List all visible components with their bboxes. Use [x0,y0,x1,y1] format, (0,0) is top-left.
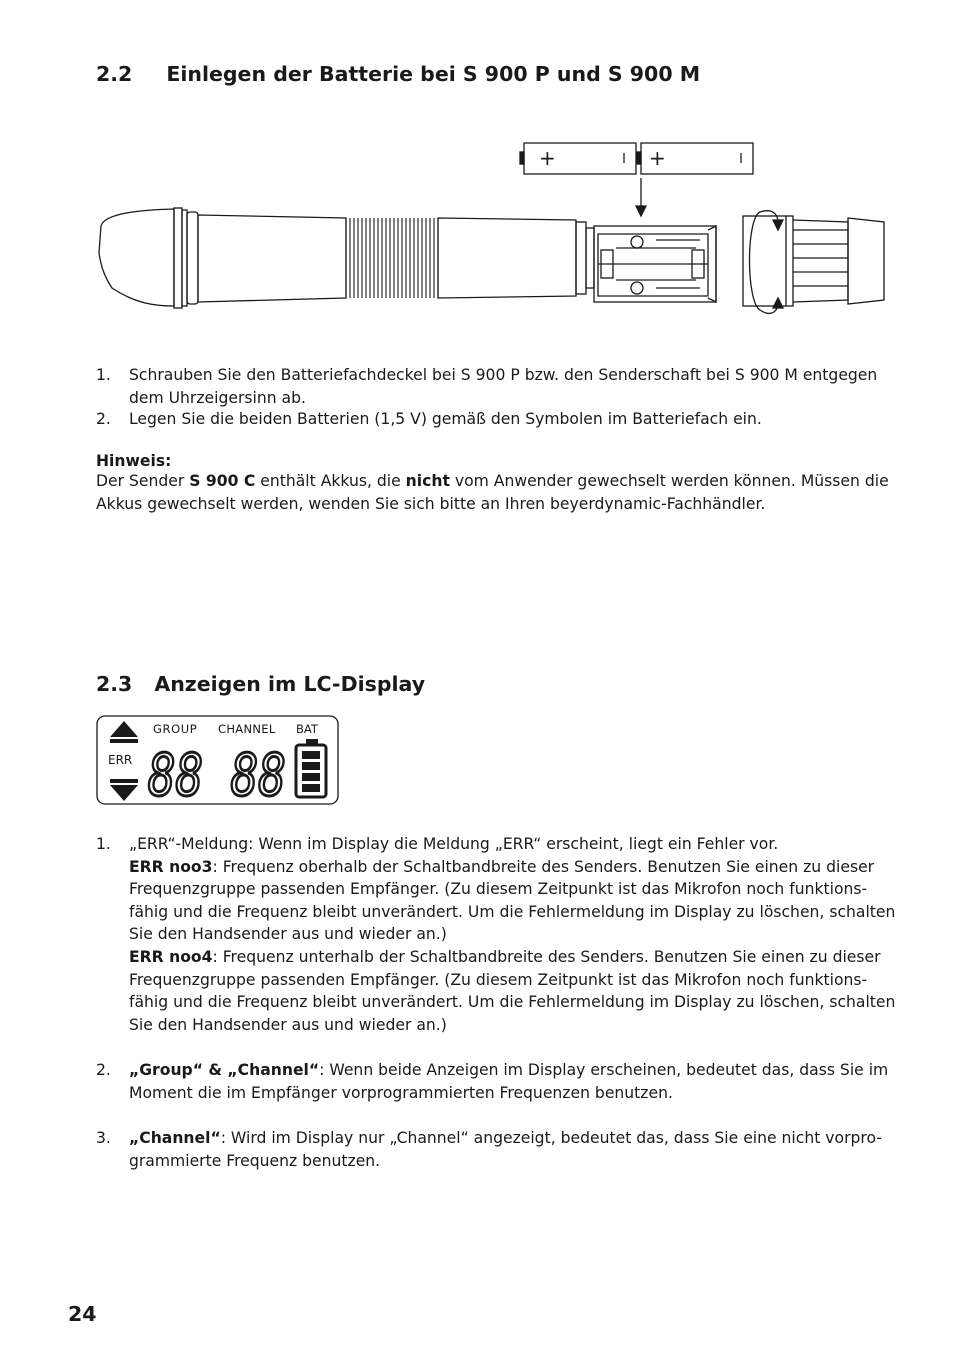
battery-right-plus: + [649,146,666,170]
list-item [96,1059,896,1104]
section-heading-2-3 [96,672,425,696]
list-text: Legen Sie die beiden Batterien (1,5 V) gemäß den Symbolen im Batteriefach ein. [129,410,762,428]
list-item [96,1127,896,1172]
page-number: 24 [68,1302,97,1326]
list-item [96,408,896,431]
arrow-up-icon [110,721,138,737]
list-number: 2. [96,1061,111,1079]
arrow-down-icon [110,785,138,801]
note-text: Der Sender S 900 C enthält Akkus, die nicht vom Anwender gewechselt werden können. Müssen die Akkus gewechselt werden, wenden Sie sich bitte an Ihren beyerdynamic-Fachhändler. [96,472,889,513]
section-number: 2.3 [96,672,133,696]
section-number: 2.2 [96,62,133,86]
section-heading-2-2 [96,62,700,86]
error-code: ERR noo4 [129,947,213,966]
lcd-digits: 88 88 [148,741,286,806]
lcd-channel-label: CHANNEL [218,722,276,736]
battery-insertion-illustration [96,138,892,320]
list-item [96,833,896,1036]
lcd-err-label: ERR [108,753,133,767]
lcd-group-label: GROUP [153,722,198,736]
list-number: 1. [96,835,111,853]
list-text: „Channel“: Wird im Display nur „Channel“ angezeigt, bedeutet das, dass Sie eine nicht vorpro-grammierte Frequenz benutzen. [129,1129,882,1170]
section-title: Anzeigen im LC-Display [154,672,426,696]
note-label: Hinweis: [96,452,172,470]
list-item [96,364,896,409]
error-code: ERR noo3 [129,857,213,876]
lcd-display-illustration [96,715,340,806]
list-text: „Group“ & „Channel“: Wenn beide Anzeigen im Display erscheinen, bedeutet das, dass Sie im Moment die im Empfänger vorprogrammierten Frequenzen benutzen. [129,1061,889,1102]
list-text: Schrauben Sie den Batteriefachdeckel bei S 900 P bzw. den Senderschaft bei S 900 M entgegen dem Uhrzeigersinn ab. [129,366,878,407]
list-number: 3. [96,1129,111,1147]
battery-left-plus: + [539,146,556,170]
section-title: Einlegen der Batterie bei S 900 P und S 900 M [166,62,701,86]
list-number: 2. [96,410,111,428]
list-text: „ERR“-Meldung: Wenn im Display die Meldung „ERR“ erscheint, liegt ein Fehler vor. ERR noo3: Frequenz oberhalb der Schaltbandbreite des Senders. Benutzen Sie einen zu dieser Frequenzgruppe passenden Empfänger. (Zu diesem Zeitpunkt ist das Mikrofon noch funktions-fähig und die Frequenz bleibt unverändert. Um die Fehlermeldung im Display zu löschen, schalten Sie den Handsender aus und wieder an.) ERR noo4: Frequenz unterhalb der Schaltbandbreite des Senders. Benutzen Sie einen zu dieser Frequenzgruppe passenden Empfänger. (Zu diesem Zeitpunkt ist das Mikrofon noch funktions-fähig und die Frequenz bleibt unverändert. Um die Fehlermeldung im Display zu löschen, schalten Sie den Handsender aus und wieder an.) [129,835,896,1034]
battery-level-icon [296,739,326,797]
lcd-bat-label: BAT [296,722,318,736]
list-number: 1. [96,366,111,384]
